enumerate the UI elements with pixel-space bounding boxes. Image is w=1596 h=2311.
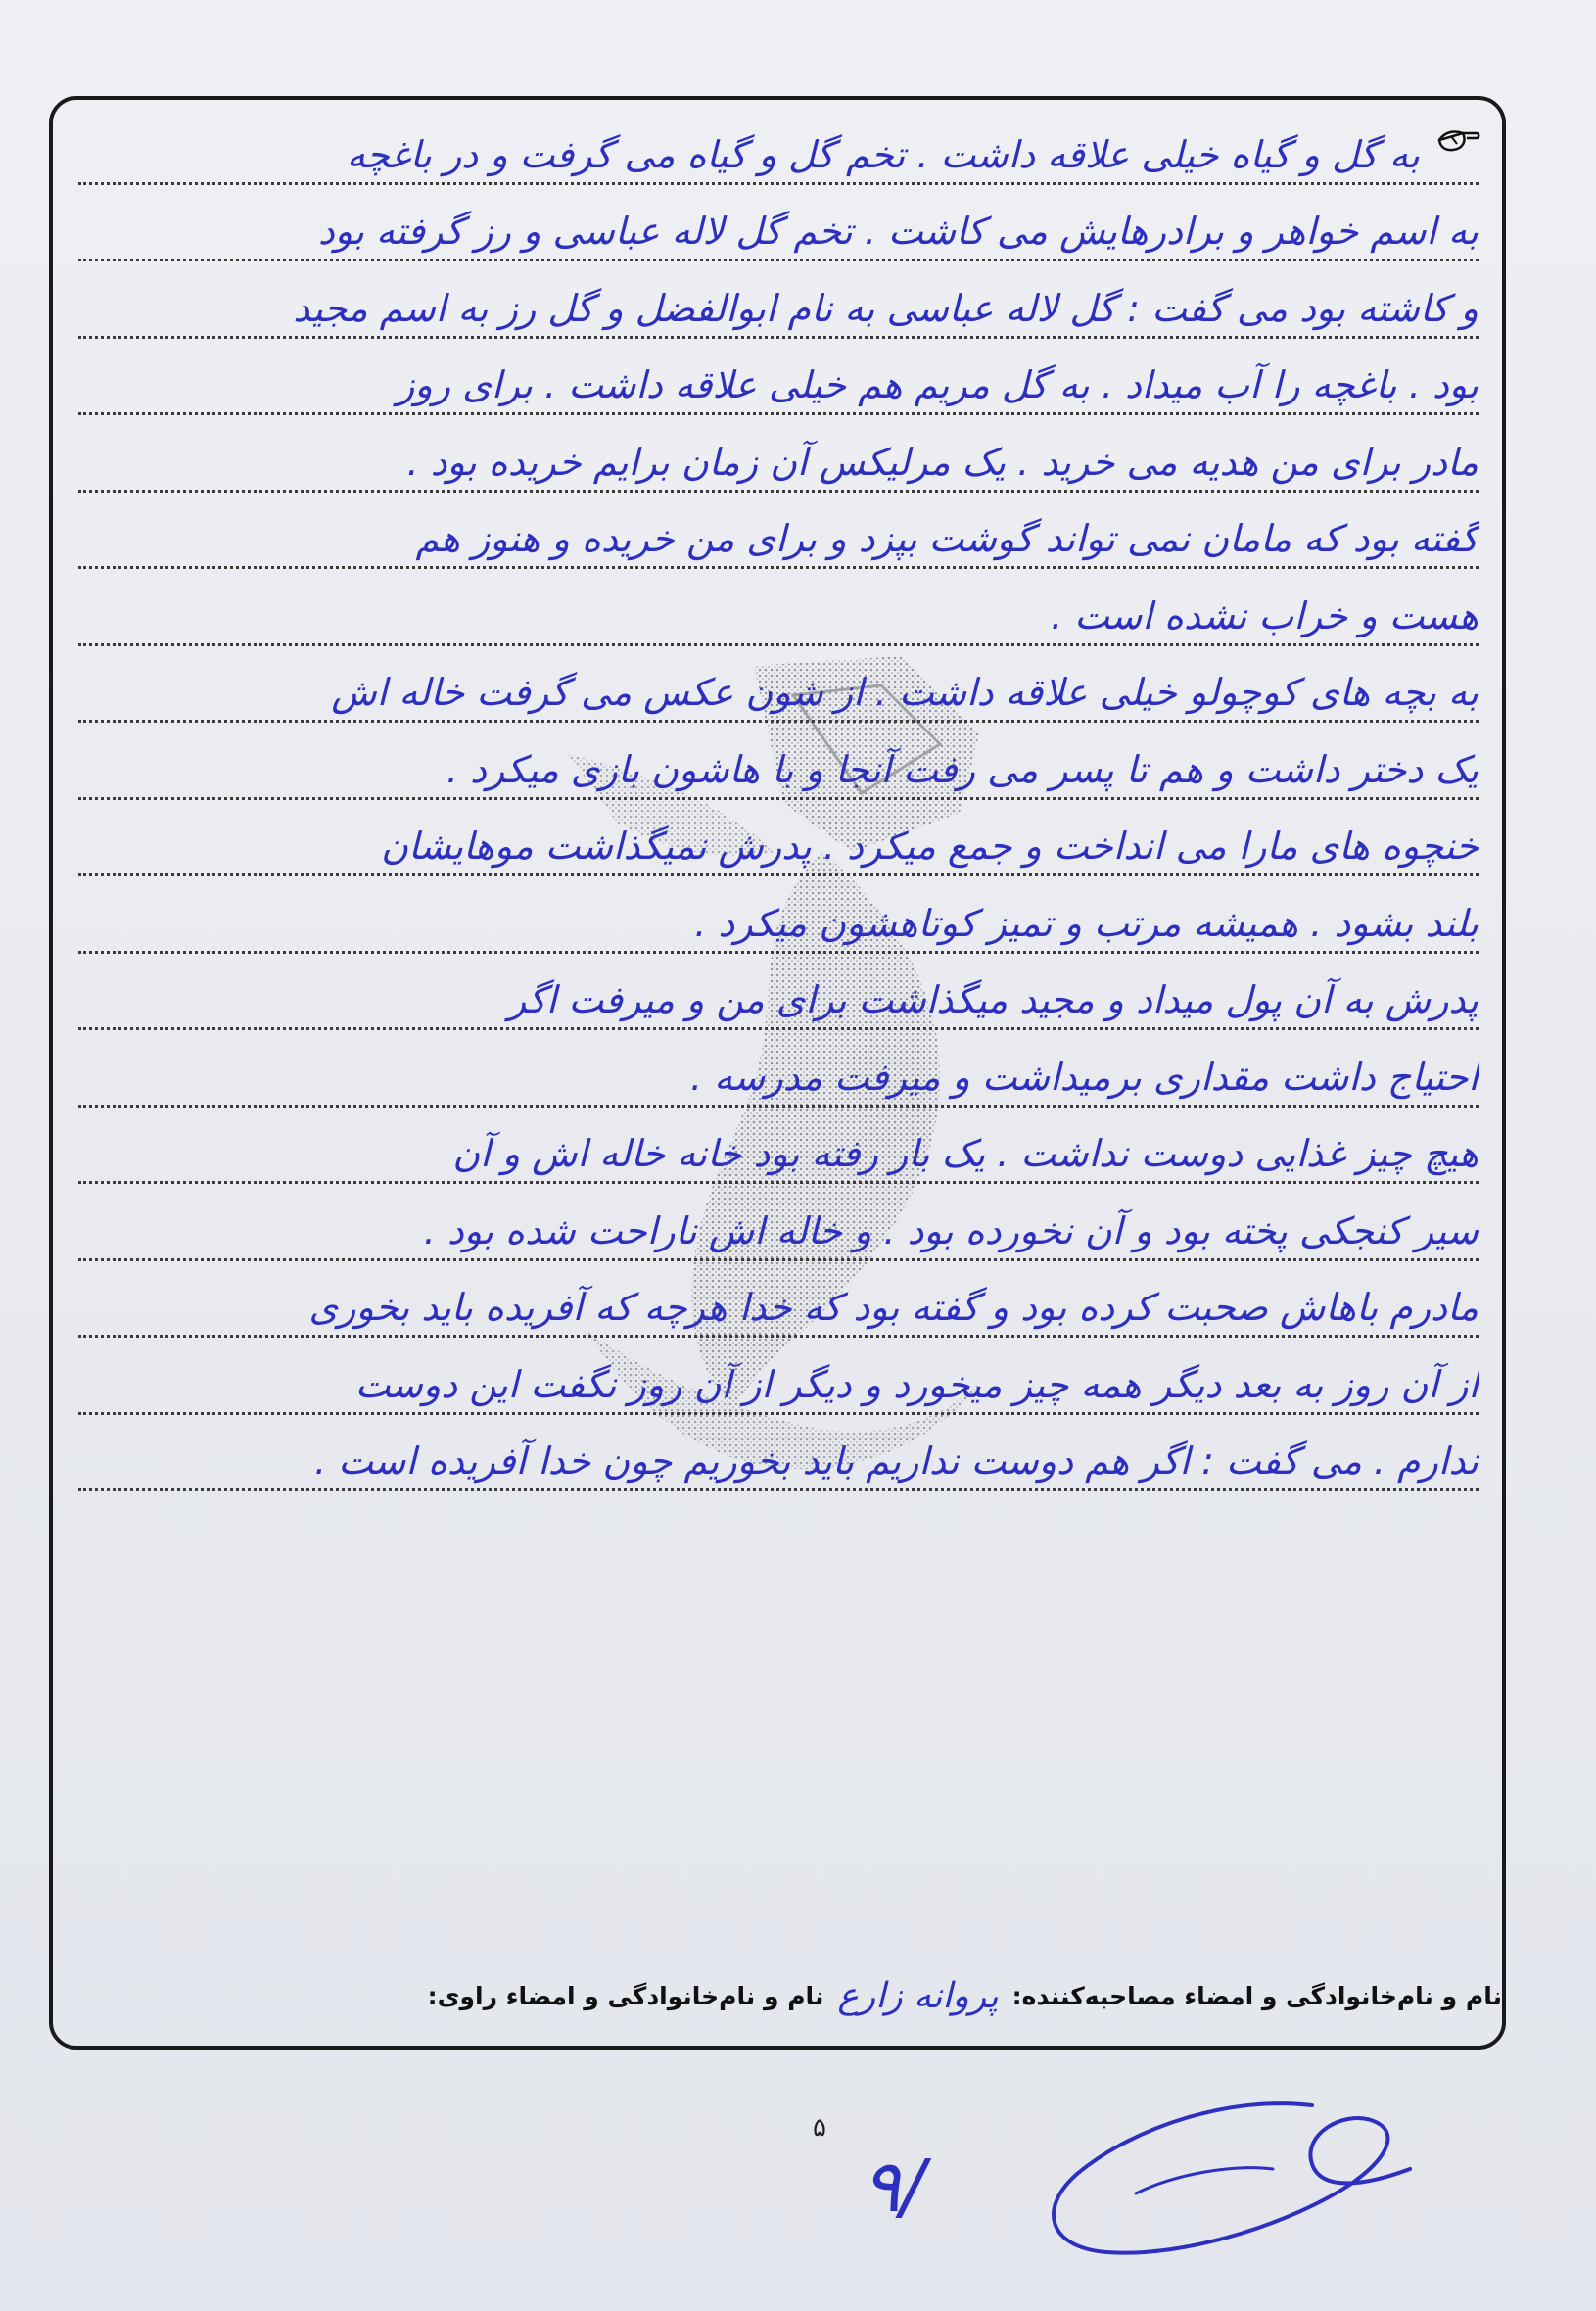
printed-page-number: ۵	[813, 2113, 826, 2143]
text-line	[78, 1108, 1479, 1185]
line-text: هست و خراب نشده است .	[1051, 593, 1479, 637]
text-line	[78, 1184, 1479, 1261]
text-line	[78, 646, 1479, 724]
line-text: ندارم . می گفت : اگر هم دوست نداریم باید بخوریم چون خدا آفریده است .	[314, 1439, 1479, 1483]
line-text: به گل و گیاه خیلی علاقه داشت . تخم گل و گیاه می گرفت و در باغچه	[346, 132, 1420, 176]
signature-labels-row	[78, 1966, 1502, 2025]
text-line	[78, 1338, 1479, 1415]
line-text: مادر برای من هدیه می خرید . یک مرلیکس آن زمان برایم خریده بود .	[406, 440, 1479, 484]
line-text: احتیاج داشت مقداری برمیداشت و میرفت مدرسه .	[689, 1055, 1479, 1099]
text-line	[78, 108, 1479, 185]
line-text: خنچوه های مارا می انداخت و جمع میکرد . پدرش نمیگذاشت موهایشان	[381, 825, 1479, 868]
text-line	[78, 723, 1479, 800]
handwritten-page-number: ۹/	[862, 2145, 925, 2229]
text-line	[78, 185, 1479, 262]
text-line	[78, 1261, 1479, 1339]
text-line	[78, 876, 1479, 954]
line-text: پدرش به آن پول میداد و مجید میگذاشت برای من و میرفت اگر	[507, 978, 1479, 1021]
text-line	[78, 954, 1479, 1031]
line-text: یک دختر داشت و هم تا پسر می رفت آنجا و با هاشون بازی میکرد .	[446, 747, 1479, 791]
text-line	[78, 415, 1479, 493]
interviewer-label: نام و نام‌خانوادگی و امضاء مصاحبه‌کننده:	[1011, 1981, 1502, 2010]
narrator-label: نام و نام‌خانوادگی و امضاء راوی:	[427, 1981, 824, 2010]
line-text: بود . باغچه را آب میداد . به گل مریم هم خیلی علاقه داشت . برای روز	[396, 363, 1479, 406]
line-text: از آن روز به بعد دیگر همه چیز میخورد و دیگر از آن روز نگفت این دوست	[354, 1362, 1479, 1406]
line-text: سیر کنجکی پخته بود و آن نخورده بود . و خاله اش ناراحت شده بود .	[423, 1208, 1479, 1252]
text-line	[78, 800, 1479, 877]
text-line	[78, 569, 1479, 646]
line-text: به اسم خواهر و برادرهایش می کاشت . تخم گل لاله عباسی و رز گرفته بود	[317, 210, 1479, 253]
handwritten-text-block	[78, 108, 1479, 1491]
line-text: مادرم باهاش صحبت کرده بود و گفته بود که خدا هرچه که آفریده باید بخوری	[308, 1286, 1479, 1329]
pointing-hand-icon	[1437, 127, 1480, 153]
text-line	[78, 1415, 1479, 1492]
interviewer-name: پروانه زارع	[837, 1975, 999, 2016]
line-text: هیچ چیز غذایی دوست نداشت . یک بار رفته بود خانه خاله اش و آن	[452, 1132, 1479, 1175]
line-text: گفته بود که مامان نمی تواند گوشت بپزد و برای من خریده و هنوز هم	[415, 517, 1479, 560]
line-text: به بچه های کوچولو خیلی علاقه داشت . از شون عکس می گرفت خاله اش	[331, 671, 1479, 714]
text-line	[78, 493, 1479, 570]
signature-scribble-icon	[1018, 2076, 1430, 2272]
text-line	[78, 339, 1479, 416]
text-line	[78, 261, 1479, 339]
line-text: و کاشته بود می گفت : گل لاله عباسی به نام ابوالفضل و گل رز به اسم مجید	[293, 286, 1479, 330]
line-text: بلند بشود . همیشه مرتب و تمیز کوتاهشون میکرد .	[694, 901, 1479, 945]
text-line	[78, 1030, 1479, 1108]
